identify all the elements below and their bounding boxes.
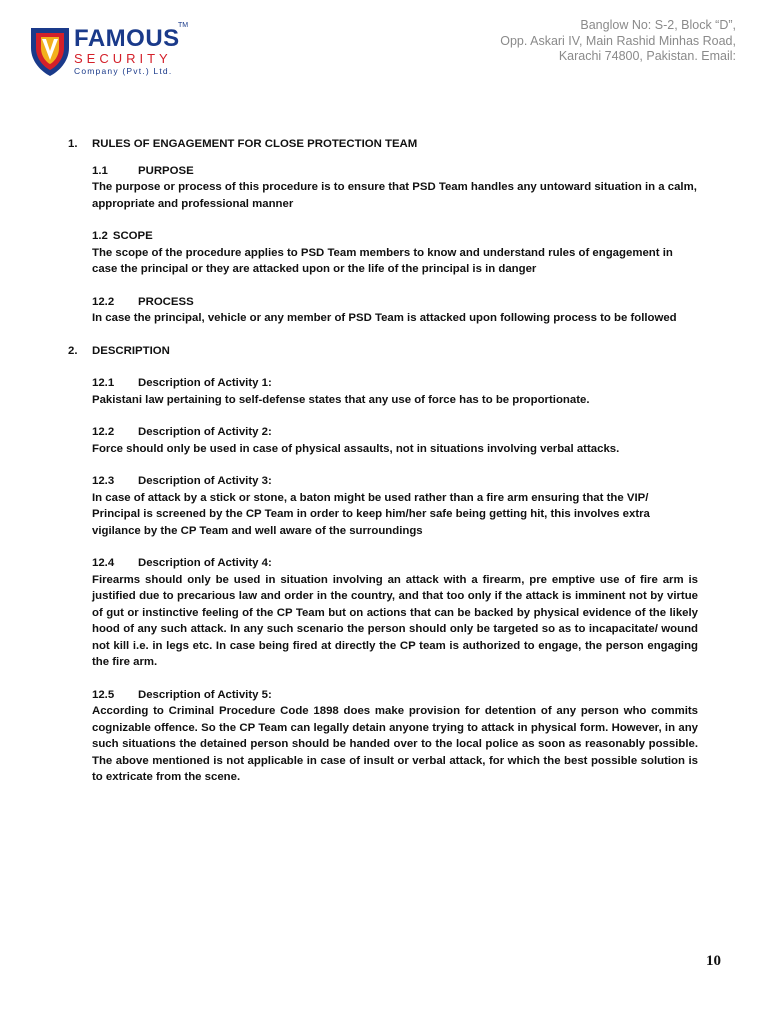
brand-text xyxy=(74,26,180,77)
activity-item xyxy=(92,687,698,786)
address-line: Banglow No: S-2, Block “D”, xyxy=(580,18,736,32)
brand-sub: SECURITY xyxy=(74,51,172,66)
subsection-number: 1.2 xyxy=(92,230,108,242)
subsection-title: SCOPE xyxy=(112,230,153,242)
activity-item xyxy=(92,424,698,457)
company-logo xyxy=(28,22,198,84)
paragraph: In case the principal, vehicle or any member of PSD Team is attacked upon following process to be followed xyxy=(92,312,677,324)
section-number: 2. xyxy=(68,344,78,357)
activity-heading xyxy=(92,687,698,704)
activity-number: 12.5 xyxy=(92,688,115,701)
paragraph: According to Criminal Procedure Code 1898 does make provision for detention of any person who commits cognizable offence. So the CP Team can legally detain anyone trying to attack in physical form. However, in any such situations the detained person should be handed over to the local police as soon as reasonably possible. The above mentioned is not applicable in case of insult or verbal attack, for which the best possible solution is to extricate from the scene. xyxy=(92,705,698,783)
page-number: 10 xyxy=(706,953,721,969)
paragraph: In case of attack by a stick or stone, a baton might be used rather than a fire arm ensuring that the VIP/ Principal is screened by the CP Team in order to keep him/her safe being getting hit, this involves extra vigilance by the CP Team and well aware of the surroundings xyxy=(92,491,650,537)
address-line: Opp. Askari IV, Main Rashid Minhas Road, xyxy=(500,33,736,48)
trademark-mark: TM xyxy=(178,22,189,29)
paragraph: The scope of the procedure applies to PSD Team members to know and understand rules of engagement in case the principal or they are attacked upon or the life of the principal is in danger xyxy=(92,246,673,275)
activity-heading xyxy=(92,555,698,572)
section-heading xyxy=(68,136,698,153)
subsection-title: PROCESS xyxy=(138,295,194,308)
subsection-heading xyxy=(92,228,698,245)
activity-item xyxy=(92,555,698,671)
activity-number: 12.4 xyxy=(92,557,115,569)
section-title: RULES OF ENGAGEMENT FOR CLOSE PROTECTION TEAM xyxy=(92,138,418,150)
company-address xyxy=(500,18,736,65)
activity-number: 12.1 xyxy=(92,377,115,389)
subsection-title: PURPOSE xyxy=(138,164,194,177)
subsection-heading xyxy=(92,294,698,311)
activity-heading xyxy=(92,424,698,441)
activity-title: Description of Activity 5: xyxy=(138,688,272,701)
activity-heading xyxy=(92,375,698,392)
subsection-scope xyxy=(92,228,698,278)
activity-number: 12.3 xyxy=(92,475,115,487)
subsection-number: 12.2 xyxy=(92,295,115,308)
activity-item xyxy=(92,375,698,408)
paragraph: Pakistani law pertaining to self-defense states that any use of force has to be proportionate. xyxy=(92,393,590,406)
activity-number: 12.2 xyxy=(92,426,115,438)
section-title: DESCRIPTION xyxy=(92,344,170,357)
paragraph: The purpose or process of this procedure is to ensure that PSD Team handles any untoward situation in a calm, appropriate and professional manner xyxy=(92,181,697,210)
subsection-heading xyxy=(92,163,698,180)
activity-title: Description of Activity 4: xyxy=(138,557,272,569)
brand-name: FAMOUS xyxy=(74,25,180,52)
activity-heading xyxy=(92,473,698,490)
activity-title: Description of Activity 1: xyxy=(138,377,272,389)
address-line: Karachi 74800, Pakistan. Email: xyxy=(558,49,736,63)
paragraph: Force should only be used in case of physical assaults, not in situations involving verbal attacks. xyxy=(92,442,620,455)
shield-logo-icon xyxy=(28,22,72,78)
activity-title: Description of Activity 2: xyxy=(138,426,272,438)
activity-item xyxy=(92,473,698,539)
subsection-number: 1.1 xyxy=(92,164,108,177)
paragraph: Firearms should only be used in situation involving an attack with a firearm, pre emptive use of fire arm is justified due to precarious law and order in the country, and that too only if the attack is imminent not by virtue of gut or instinctive feeling of the CP Team but on actions that can be backed by physical evidence of the likely hood of any such attack. In any such scenario the person should only be targeted so as to incapacitate/ wound not kill i.e. in legs etc. In case being fired at directly the CP team is authorized to engage, the person engaging the fire arm. xyxy=(92,573,698,668)
subsection-process xyxy=(92,294,698,327)
subsection-purpose xyxy=(92,163,698,213)
activity-title: Description of Activity 3: xyxy=(138,475,272,487)
section-number: 1. xyxy=(68,138,78,150)
brand-company: Company (Pvt.) Ltd. xyxy=(74,66,173,76)
document-body xyxy=(68,136,698,802)
section-heading xyxy=(68,343,698,360)
